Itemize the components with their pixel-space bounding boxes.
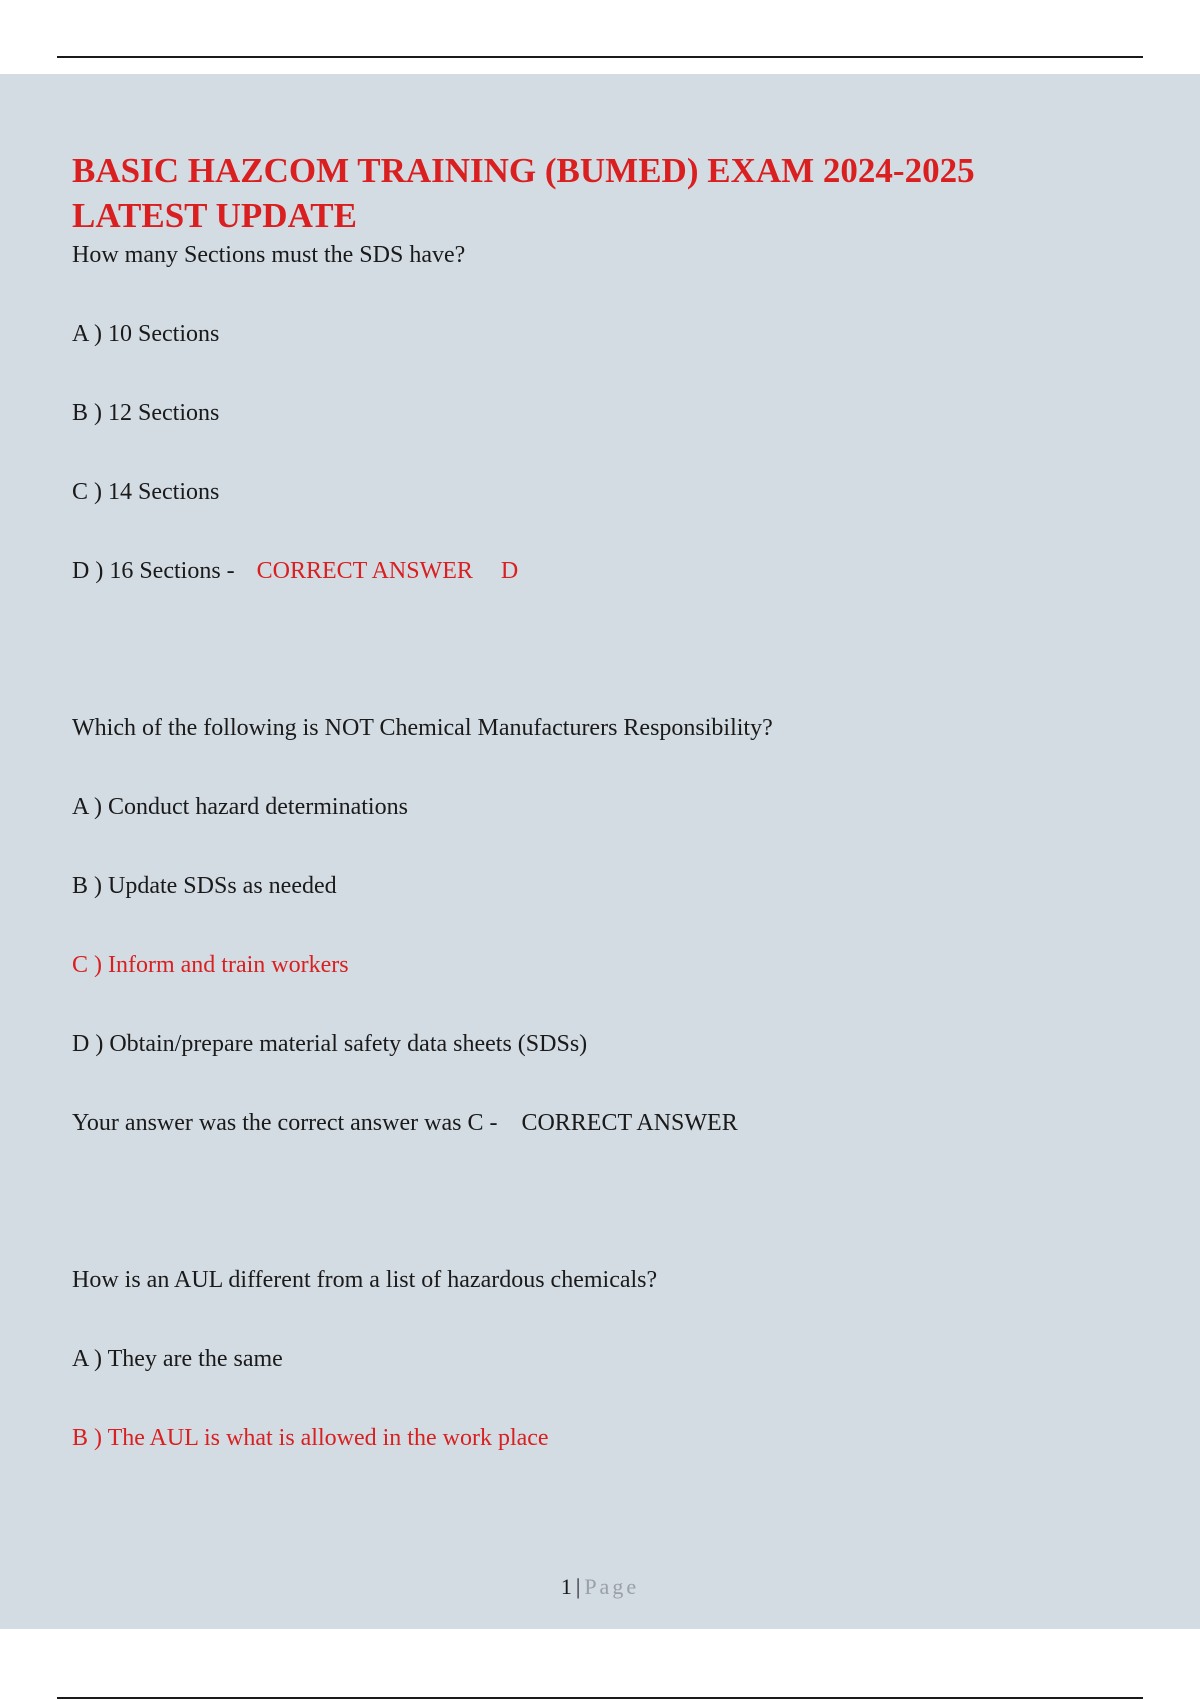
question-1: How many Sections must the SDS have? [72, 242, 466, 268]
q2-option-d: D ) Obtain/prepare material safety data sheets (SDSs) [72, 1031, 588, 1057]
q2-option-b: B ) Update SDSs as needed [72, 873, 337, 899]
footer-rule [57, 1697, 1143, 1699]
q2-result [72, 1108, 1132, 1138]
q1-option-a: A ) 10 Sections [72, 321, 220, 347]
q1-option-d [72, 556, 1132, 586]
question-2: Which of the following is NOT Chemical Manufacturers Responsibility? [72, 715, 773, 741]
page-separator: | [575, 1574, 581, 1599]
q2-result-text: Your answer was the correct answer was C - [72, 1110, 498, 1136]
page-footer [0, 1573, 1200, 1601]
document-page [0, 74, 1200, 1629]
title-line-2: LATEST UPDATE [72, 196, 357, 235]
q2-option-a: A ) Conduct hazard determinations [72, 794, 408, 820]
page-word: Page [584, 1574, 640, 1599]
question-3: How is an AUL different from a list of hazardous chemicals? [72, 1267, 658, 1293]
title-line-1: BASIC HAZCOM TRAINING (BUMED) EXAM 2024-2025 [72, 151, 975, 190]
q1-option-b: B ) 12 Sections [72, 400, 220, 426]
page-number: 1 [560, 1574, 572, 1599]
q1-correct-answer-label: CORRECT ANSWER [256, 558, 473, 584]
q2-correct-answer-label: CORRECT ANSWER [521, 1110, 738, 1136]
document-title [72, 148, 1132, 238]
q3-option-b: B ) The AUL is what is allowed in the work place [72, 1425, 549, 1451]
q3-option-a: A ) They are the same [72, 1346, 283, 1372]
q1-option-c: C ) 14 Sections [72, 479, 220, 505]
q2-option-c: C ) Inform and train workers [72, 952, 349, 978]
header-rule [57, 56, 1143, 58]
q1-option-d-text: D ) 16 Sections - [72, 558, 235, 584]
q1-correct-answer-letter: D [500, 558, 519, 584]
page-content [72, 148, 1132, 1453]
